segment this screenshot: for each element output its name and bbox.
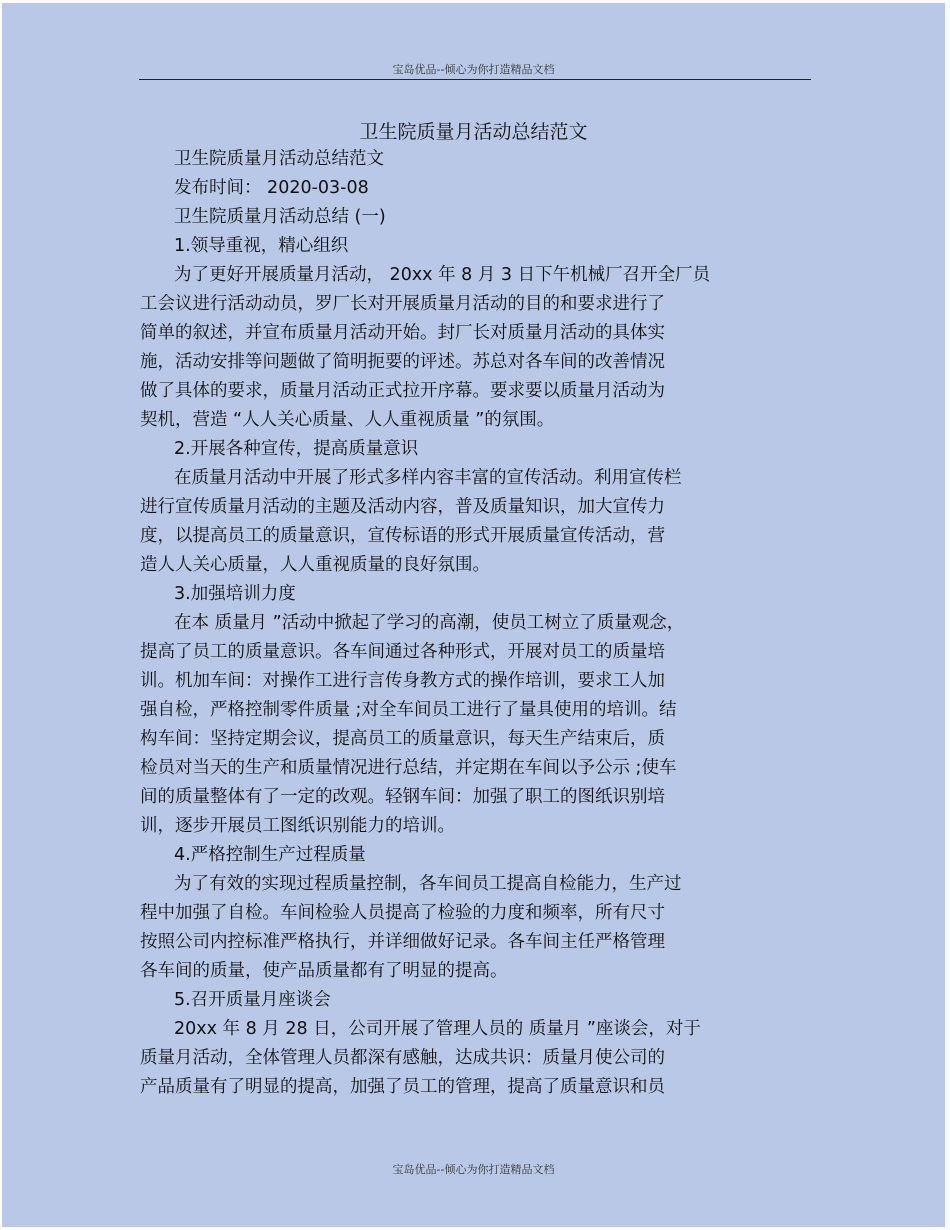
body-line: 造人人关心质量，人人重视质量的良好氛围。 [140,555,490,575]
section-heading: 2.开展各种宣传，提高质量意识 [174,439,419,459]
body-line: 训，逐步开展员工图纸识别能力的培训。 [140,816,455,836]
body-line: 卫生院质量月活动总结范文 [174,149,384,169]
body-line: 各车间的质量，使产品质量都有了明显的提高。 [140,961,508,981]
body-line: 20xx 年 8 月 28 日，公司开展了管理人员的 质量月 ”座谈会，对于 [174,1019,701,1039]
section-heading: 5.召开质量月座谈会 [174,990,331,1010]
body-line: 卫生院质量月活动总结 (一) [174,207,386,227]
body-line: 检员对当天的生产和质量情况进行总结，并定期在车间以予公示 ;使车 [140,758,677,778]
body-line: 施，活动安排等问题做了简明扼要的评述。苏总对各车间的改善情况 [140,352,665,372]
page-header: 宝岛优品--倾心为你打造精品文档 [392,63,555,76]
page-footer: 宝岛优品--倾心为你打造精品文档 [392,1163,555,1176]
section-heading: 4.严格控制生产过程质量 [174,845,366,865]
document-body [140,145,810,1102]
body-line: 产品质量有了明显的提高，加强了员工的管理，提高了质量意识和员 [140,1077,665,1097]
body-line: 在本 质量月 ”活动中掀起了学习的高潮，使员工树立了质量观念， [174,613,685,633]
body-line: 构车间：坚持定期会议，提高员工的质量意识，每天生产结束后，质 [140,729,665,749]
body-line: 工会议进行活动动员，罗厂长对开展质量月活动的目的和要求进行了 [140,294,665,314]
body-line: 在质量月活动中开展了形式多样内容丰富的宣传活动。利用宣传栏 [174,468,682,488]
section-heading: 1.领导重视，精心组织 [174,236,349,256]
body-line: 提高了员工的质量意识。各车间通过各种形式，开展对员工的质量培 [140,642,665,662]
body-line: 为了更好开展质量月活动， 20xx 年 8 月 3 日下午机械厂召开全厂员 [174,265,711,285]
body-line: 进行宣传质量月活动的主题及活动内容，普及质量知识，加大宣传力 [140,497,665,517]
header-divider [139,79,811,80]
document-page [2,3,945,1227]
body-line: 强自检，严格控制零件质量 ;对全车间员工进行了量具使用的培训。结 [140,700,677,720]
body-line: 为了有效的实现过程质量控制，各车间员工提高自检能力，生产过 [174,874,682,894]
body-line: 按照公司内控标准严格执行，并详细做好记录。各车间主任严格管理 [140,932,665,952]
body-line: 契机，营造 “人人关心质量、人人重视质量 ”的氛围。 [140,410,555,430]
body-line: 发布时间： 2020-03-08 [174,178,369,198]
body-line: 质量月活动，全体管理人员都深有感触，达成共识：质量月使公司的 [140,1048,665,1068]
body-line: 程中加强了自检。车间检验人员提高了检验的力度和频率，所有尺寸 [140,903,665,923]
body-line: 度，以提高员工的质量意识，宣传标语的形式开展质量宣传活动，营 [140,526,665,546]
document-title: 卫生院质量月活动总结范文 [359,121,588,143]
body-line: 做了具体的要求，质量月活动正式拉开序幕。要求要以质量月活动为 [140,381,665,401]
body-line: 训。机加车间：对操作工进行言传身教方式的操作培训，要求工人加 [140,671,665,691]
section-heading: 3.加强培训力度 [174,584,296,604]
body-line: 间的质量整体有了一定的改观。轻钢车间：加强了职工的图纸识别培 [140,787,665,807]
body-line: 简单的叙述，并宣布质量月活动开始。封厂长对质量月活动的具体实 [140,323,665,343]
